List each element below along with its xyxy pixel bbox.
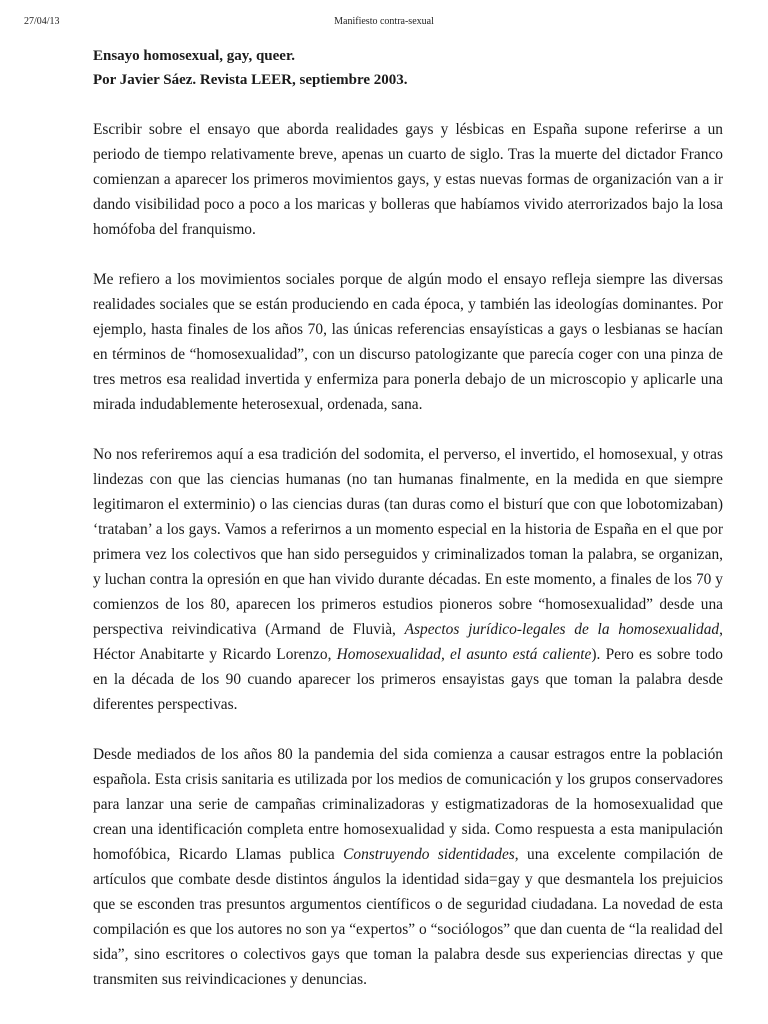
paragraph-text: Escribir sobre el ensayo que aborda realidades gays y lésbicas en España supone referirse a un periodo de tiempo relativamente breve, apenas un cuarto de siglo. Tras la muerte del dictador Franco comienzan a aparecer los primeros movimientos gays, y estas nuevas formas de organización van a ir dando visibilidad poco a poco a los maricas y bolleras que habíamos vivido aterrorizados bajo la losa homófoba del franquismo. xyxy=(93,121,723,238)
page-header xyxy=(24,16,744,32)
paragraph-text: ). Pero es sobre todo en la década de los 90 cuando aparecer los primeros ensayistas gays que toman la palabra desde diferentes perspectivas. xyxy=(93,646,723,713)
italic-title: Aspectos jurídico-legales de la homosexualidad xyxy=(404,621,720,638)
article-body xyxy=(93,44,723,1017)
article-title: Ensayo homosexual, gay, queer. xyxy=(93,48,295,64)
italic-title: Construyendo sidentidades xyxy=(343,846,515,863)
paragraph xyxy=(93,742,723,992)
paragraph-text: Desde mediados de los años 80 la pandemia del sida comienza a causar estragos entre la población española. Esta crisis sanitaria es utilizada por los medios de comunicación y los grupos conservadores para lanzar una serie de campañas criminalizadoras y estigmatizadoras de la homosexualidad que crean una identificación completa entre homosexualidad y sida. Como respuesta a esta manipulación homofóbica, Ricardo Llamas publica xyxy=(93,746,723,863)
paragraph-text: , una excelente compilación de artículos que combate desde distintos ángulos la identidad sida=gay y que desmantela los prejuicios que se esconden tras presuntos argumentos científicos o de seguridad ciudadana. La novedad de esta compilación es que los autores no son ya “expertos” o “sociólogos” que dan cuenta de “la realidad del sida”, sino escritores o colectivos gays que toman la palabra desde sus experiencias directas y que transmiten sus reivindicaciones y denuncias. xyxy=(93,846,723,988)
article-byline: Por Javier Sáez. Revista LEER, septiembre 2003. xyxy=(93,72,408,88)
header-document-title: Manifiesto contra-sexual xyxy=(334,16,434,27)
paragraph-list xyxy=(93,117,723,992)
paragraph-text: No nos referiremos aquí a esa tradición del sodomita, el perverso, el invertido, el homosexual, y otras lindezas con que las ciencias humanas (no tan humanas finalmente, en la medida en que siempre legitimaron el exterminio) o las ciencias duras (tan duras como el bisturí que con que lobotomizaban) ‘trataban’ a los gays. Vamos a referirnos a un momento especial en la historia de España en el que por primera vez los colectivos que han sido perseguidos y criminalizados toman la palabra, se organizan, y luchan contra la opresión en que han vivido durante décadas. En este momento, a finales de los 70 y comienzos de los 80, aparecen los primeros estudios pioneros sobre “homosexualidad” desde una perspectiva reivindicativa (Armand de Fluvià, xyxy=(93,446,723,638)
paragraph xyxy=(93,267,723,417)
paragraph xyxy=(93,442,723,717)
heading-spacer xyxy=(93,92,723,117)
paragraph-text: , Héctor Anabitarte y Ricardo Lorenzo, xyxy=(93,621,723,663)
italic-title: Homosexualidad, el asunto está caliente xyxy=(336,646,592,663)
paragraph-text: Me refiero a los movimientos sociales porque de algún modo el ensayo refleja siempre las diversas realidades sociales que se están produciendo en cada época, y también las ideologías dominantes. Por ejemplo, hasta finales de los años 70, las únicas referencias ensayísticas a gays o lesbianas se hacían en términos de “homosexualidad”, con un discurso patologizante que parecía coger con una pinza de tres metros esa realidad invertida y enfermiza para ponerla debajo de un microscopio y aplicarle una mirada indudablemente heterosexual, ordenada, sana. xyxy=(93,271,723,413)
paragraph xyxy=(93,117,723,242)
header-date: 27/04/13 xyxy=(24,16,60,27)
